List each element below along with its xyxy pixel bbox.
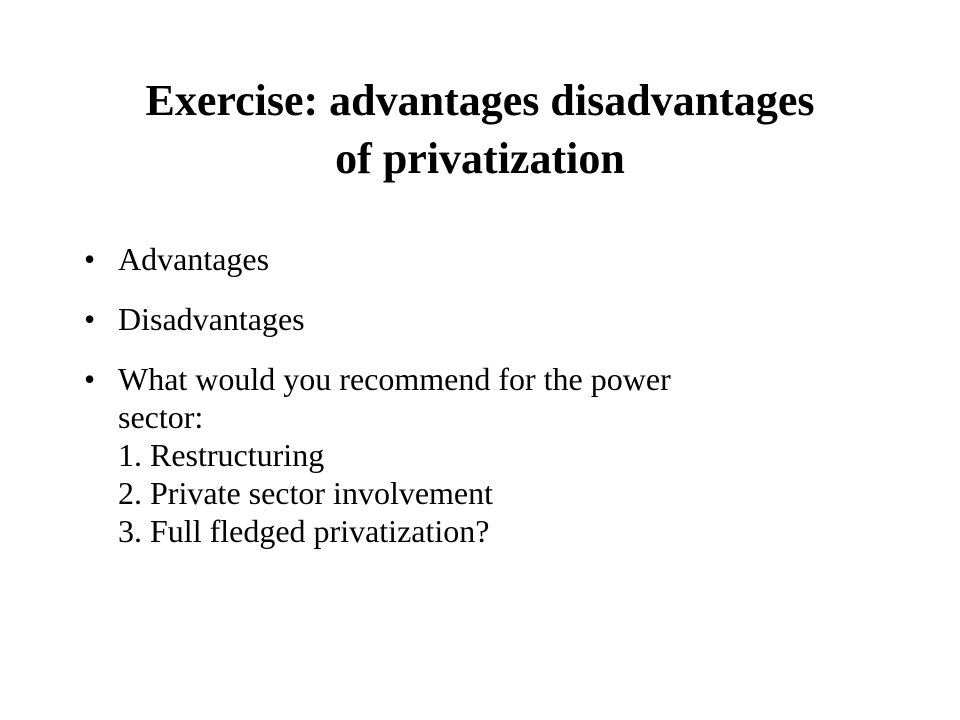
- bullet-text-line: sector:: [118, 399, 204, 435]
- slide-title: [40, 72, 920, 188]
- bullet-text: Advantages: [118, 241, 270, 277]
- bullet-text-line: What would you recommend for the power: [118, 361, 671, 397]
- bullet-marker: •: [84, 301, 96, 337]
- option-restructuring: 1. Restructuring: [118, 437, 325, 473]
- option-private-sector-involvement: 2. Private sector involvement: [118, 475, 494, 511]
- bullet-item-advantages: [84, 240, 884, 278]
- bullet-marker: •: [84, 361, 96, 397]
- bullet-list: [84, 240, 884, 572]
- bullet-item-disadvantages: [84, 300, 884, 338]
- option-full-privatization: 3. Full fledged privatization?: [118, 513, 490, 549]
- bullet-text: Disadvantages: [118, 301, 305, 337]
- slide-title-line-2: of privatization: [335, 134, 625, 183]
- slide-title-line-1: Exercise: advantages disadvantages: [145, 76, 815, 125]
- bullet-item-recommendation: [84, 360, 884, 550]
- bullet-marker: •: [84, 241, 96, 277]
